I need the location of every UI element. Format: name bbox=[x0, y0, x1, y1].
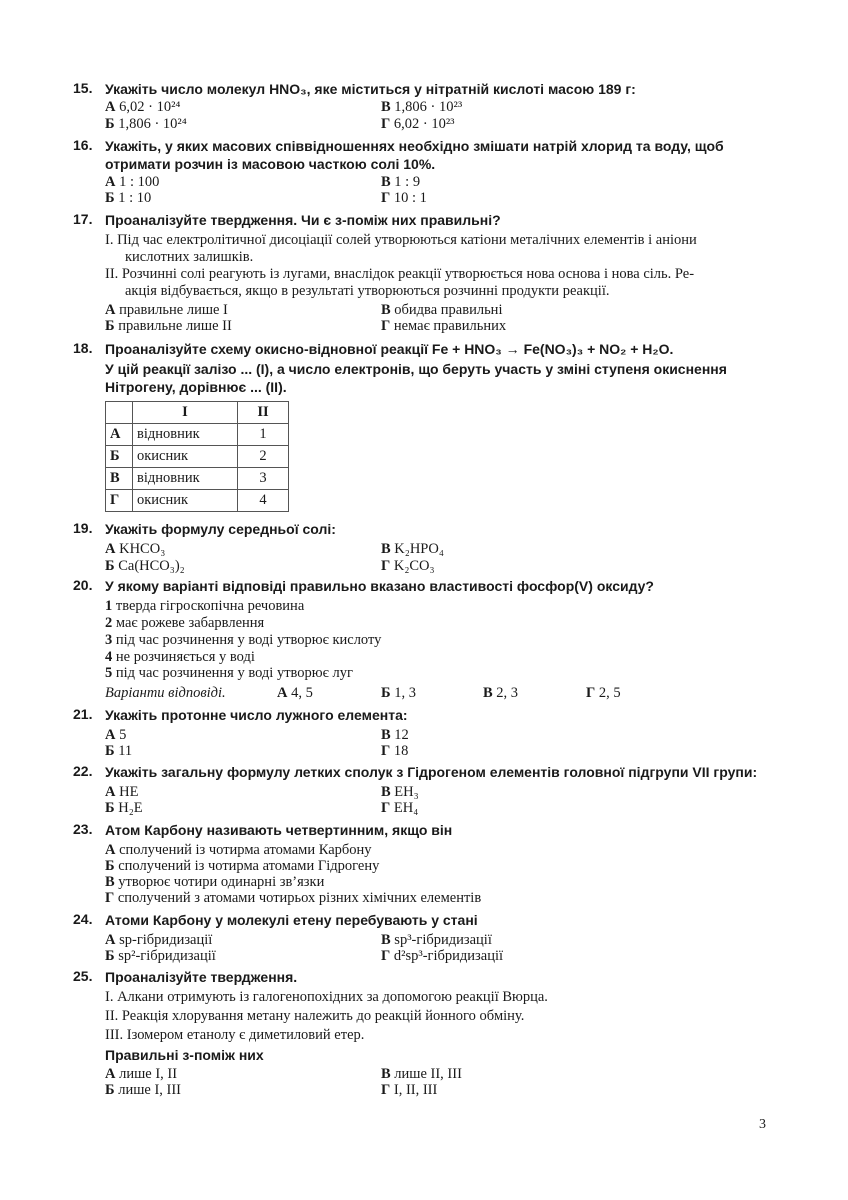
table-cell: 3 bbox=[238, 468, 289, 490]
option-value: 6,02 · 10²⁴ bbox=[119, 99, 181, 115]
option-letter: Б bbox=[105, 948, 115, 964]
variants-label bbox=[105, 685, 226, 702]
option-g bbox=[381, 116, 455, 133]
option-value: обидва правильні bbox=[394, 302, 503, 318]
table-cell: окисник bbox=[133, 490, 238, 512]
option-letter: Б bbox=[381, 685, 391, 701]
option-letter: В bbox=[381, 541, 391, 557]
option-letter: В bbox=[381, 174, 391, 190]
option-letter: А bbox=[105, 174, 116, 190]
option-value: 10 : 1 bbox=[393, 190, 427, 206]
question-number: 20. bbox=[73, 577, 93, 593]
option-g bbox=[381, 558, 435, 575]
statement-1 bbox=[105, 232, 775, 266]
option-value: EH₄ bbox=[393, 800, 419, 816]
option-v bbox=[381, 174, 420, 191]
option-a bbox=[105, 541, 165, 558]
option-b bbox=[105, 318, 232, 335]
table-header-row bbox=[106, 402, 289, 424]
question-number: 22. bbox=[73, 763, 93, 779]
statement-line: II. Розчинні солі реагують із лугами, внаслідок реакції утворюється нова основа і нова сіль. Ре- bbox=[105, 266, 695, 282]
option-letter: А bbox=[105, 1066, 116, 1082]
question-number: 15. bbox=[73, 80, 93, 96]
table-row bbox=[106, 446, 289, 468]
question-text: У якому варіанті відповіді правильно вказано властивості фосфор(V) оксиду? bbox=[105, 578, 654, 594]
option-g bbox=[105, 890, 481, 907]
option-letter: Г bbox=[381, 948, 391, 964]
option-a bbox=[105, 842, 372, 859]
list-item bbox=[105, 649, 255, 666]
option-value: сполучений із чотирма атомами Карбону bbox=[119, 842, 372, 858]
option-value: утворює чотири одинарні зв’язки bbox=[118, 874, 325, 890]
list-item bbox=[105, 632, 381, 649]
statement-2: II. Реакція хлорування метану належить до реакцій йонного обміну. bbox=[105, 1008, 525, 1024]
list-item bbox=[105, 598, 304, 615]
statement-1: I. Алкани отримують із галогенопохідних за допомогою реакції Вюрца. bbox=[105, 989, 548, 1005]
option-a bbox=[105, 932, 212, 949]
option-letter: А bbox=[105, 842, 116, 858]
option-a bbox=[105, 174, 159, 191]
item-number: 5 bbox=[105, 665, 113, 681]
option-value: лише I, II bbox=[119, 1066, 178, 1082]
question-number: 25. bbox=[73, 968, 93, 984]
variant-a bbox=[277, 685, 313, 702]
option-letter: В bbox=[381, 302, 391, 318]
option-letter: В bbox=[381, 1066, 391, 1082]
answer-table bbox=[105, 401, 289, 512]
table-cell: 1 bbox=[238, 424, 289, 446]
option-value: I, II, III bbox=[393, 1082, 438, 1098]
question-text: Укажіть протонне число лужного елемента: bbox=[105, 707, 408, 723]
option-letter: Г bbox=[381, 190, 391, 206]
option-v bbox=[381, 784, 419, 801]
page-number: 3 bbox=[759, 1117, 766, 1132]
table-cell-letter: А bbox=[106, 424, 133, 446]
item-number: 1 bbox=[105, 598, 113, 614]
statement-line: I. Під час електролітичної дисоціації солей утворюються катіони металічних елементів і аніони bbox=[105, 232, 697, 248]
item-number: 3 bbox=[105, 632, 113, 648]
option-letter: Б bbox=[105, 800, 115, 816]
option-value: 18 bbox=[393, 743, 409, 759]
option-letter: Б bbox=[105, 558, 115, 574]
table-cell-letter: Б bbox=[106, 446, 133, 468]
table-cell: 2 bbox=[238, 446, 289, 468]
option-v bbox=[381, 99, 462, 116]
question-text: Укажіть число молекул HNO₃, яке міститься у нітратній кислоті масою 189 г: bbox=[105, 81, 636, 97]
statement-3: III. Ізомером етанолу є диметиловий етер. bbox=[105, 1027, 365, 1043]
option-letter: Г bbox=[381, 558, 391, 574]
option-g bbox=[381, 800, 418, 817]
question-text: Укажіть формулу середньої солі: bbox=[105, 521, 336, 537]
option-value: 11 bbox=[118, 743, 133, 759]
list-item bbox=[105, 665, 353, 682]
table-cell-letter: Г bbox=[106, 490, 133, 512]
option-letter: А bbox=[105, 784, 116, 800]
option-v bbox=[381, 541, 444, 558]
item-text: під час розчинення у воді утворює луг bbox=[115, 665, 353, 681]
option-letter: В bbox=[381, 727, 391, 743]
option-value: 1 : 10 bbox=[118, 190, 152, 206]
option-value: 2, 3 bbox=[496, 685, 519, 701]
question-text: Проаналізуйте твердження. Чи є з-поміж них правильні? bbox=[105, 212, 501, 228]
question-text-2: У цій реакції залізо ... (I), а число електронів, що беруть участь у зміні ступеня окиснення Нітрогену, дорівнює ... (II). bbox=[105, 361, 727, 395]
option-letter: А bbox=[105, 99, 116, 115]
option-b bbox=[105, 743, 132, 760]
table-row bbox=[106, 468, 289, 490]
item-text: тверда гігроскопічна речовина bbox=[115, 598, 305, 614]
option-letter: А bbox=[105, 932, 116, 948]
option-value: HE bbox=[119, 784, 139, 800]
option-a bbox=[105, 784, 138, 801]
option-value: 4, 5 bbox=[291, 685, 313, 701]
option-b bbox=[105, 800, 143, 817]
option-letter: В bbox=[483, 685, 493, 701]
option-letter: Г bbox=[381, 743, 391, 759]
option-value: 2, 5 bbox=[598, 685, 621, 701]
option-letter: Б bbox=[105, 858, 115, 874]
item-number: 2 bbox=[105, 615, 113, 631]
option-value: H₂E bbox=[118, 800, 143, 816]
option-letter: А bbox=[105, 541, 116, 557]
option-a bbox=[105, 99, 180, 116]
option-b bbox=[105, 558, 185, 575]
option-letter: Г bbox=[586, 685, 596, 701]
option-v bbox=[381, 302, 502, 319]
variant-b bbox=[381, 685, 416, 702]
option-b bbox=[105, 948, 216, 965]
question-number: 21. bbox=[73, 706, 93, 722]
question-prompt: Правильні з-поміж них bbox=[105, 1047, 264, 1063]
item-text: має рожеве забарвлення bbox=[115, 615, 265, 631]
option-v bbox=[381, 932, 492, 949]
question-text: Атом Карбону називають четвертинним, якщо він bbox=[105, 822, 453, 838]
question-number: 24. bbox=[73, 911, 93, 927]
option-b bbox=[105, 858, 379, 875]
option-value: EH₃ bbox=[394, 784, 419, 800]
option-value: 1,806 · 10²⁴ bbox=[118, 116, 187, 132]
option-value: 12 bbox=[394, 727, 409, 743]
option-value: лише II, III bbox=[394, 1066, 462, 1082]
table-cell: окисник bbox=[133, 446, 238, 468]
option-letter: Г bbox=[381, 318, 391, 334]
question-number: 23. bbox=[73, 821, 93, 837]
question-number: 19. bbox=[73, 520, 93, 536]
option-value: sp³-гібридизації bbox=[394, 932, 492, 948]
table-cell: відновник bbox=[133, 424, 238, 446]
item-text: не розчиняється у воді bbox=[115, 649, 255, 665]
question-number: 18. bbox=[73, 340, 93, 356]
variants-label-text: Варіанти відповіді. bbox=[105, 685, 226, 701]
option-letter: В bbox=[381, 99, 391, 115]
question-text: Укажіть, у яких масових співвідношеннях необхідно змішати натрій хлорид та воду, щоб отримати розчин із масовою часткою солі 10%. bbox=[105, 138, 724, 172]
question-number: 17. bbox=[73, 211, 93, 227]
table-header-cell: II bbox=[238, 402, 289, 424]
option-value: sp²-гібридизації bbox=[118, 948, 216, 964]
option-g bbox=[381, 1082, 437, 1099]
option-v bbox=[105, 874, 324, 891]
question-text: Проаналізуйте твердження. bbox=[105, 969, 298, 985]
option-letter: Г bbox=[381, 116, 391, 132]
table-cell: відновник bbox=[133, 468, 238, 490]
statement-line: кислотних залишків. bbox=[125, 249, 254, 265]
question-text: Атоми Карбону у молекулі етену перебувають у стані bbox=[105, 912, 478, 928]
option-letter: Б bbox=[105, 1082, 115, 1098]
option-letter: В bbox=[381, 784, 391, 800]
option-value: правильне лише I bbox=[119, 302, 228, 318]
option-letter: Б bbox=[105, 318, 115, 334]
option-value: K₂CO₃ bbox=[393, 558, 435, 574]
option-letter: Б bbox=[105, 190, 115, 206]
option-letter: А bbox=[105, 727, 116, 743]
option-letter: Б bbox=[105, 116, 115, 132]
option-b bbox=[105, 116, 187, 133]
option-value: правильне лише II bbox=[118, 318, 232, 334]
statement-2 bbox=[105, 266, 775, 300]
option-letter: Г bbox=[105, 890, 115, 906]
table-row bbox=[106, 490, 289, 512]
item-text: під час розчинення у воді утворює кислоту bbox=[115, 632, 382, 648]
option-value: сполучений з атомами чотирьох різних хімічних елементів bbox=[117, 890, 482, 906]
option-letter: Г bbox=[381, 800, 391, 816]
option-g bbox=[381, 190, 427, 207]
option-b bbox=[105, 190, 151, 207]
option-g bbox=[381, 318, 506, 335]
option-v bbox=[381, 1066, 462, 1083]
option-value: 6,02 · 10²³ bbox=[393, 116, 455, 132]
option-value: 5 bbox=[119, 727, 127, 743]
list-item bbox=[105, 615, 264, 632]
table-row bbox=[106, 424, 289, 446]
option-g bbox=[381, 948, 503, 965]
option-letter: Г bbox=[381, 1082, 391, 1098]
option-letter: А bbox=[105, 302, 116, 318]
table-cell: 4 bbox=[238, 490, 289, 512]
option-value: 1, 3 bbox=[394, 685, 416, 701]
option-value: сполучений із чотирма атомами Гідрогену bbox=[118, 858, 380, 874]
option-a bbox=[105, 727, 126, 744]
option-value: немає правильних bbox=[393, 318, 507, 334]
option-a bbox=[105, 1066, 177, 1083]
option-value: sp-гібридизації bbox=[119, 932, 213, 948]
variant-v bbox=[483, 685, 518, 702]
option-value: K₂HPO₄ bbox=[394, 541, 444, 557]
option-value: лише I, III bbox=[118, 1082, 182, 1098]
option-value: 1 : 9 bbox=[394, 174, 421, 190]
variant-g bbox=[586, 685, 621, 702]
option-letter: В bbox=[105, 874, 115, 890]
option-value: Ca(HCO₃)₂ bbox=[118, 558, 185, 574]
option-g bbox=[381, 743, 408, 760]
option-letter: А bbox=[277, 685, 288, 701]
option-v bbox=[381, 727, 409, 744]
option-value: d²sp³-гібридизації bbox=[393, 948, 504, 964]
table-cell-letter: В bbox=[106, 468, 133, 490]
option-value: 1 : 100 bbox=[119, 174, 160, 190]
question-number: 16. bbox=[73, 137, 93, 153]
option-letter: В bbox=[381, 932, 391, 948]
statement-line: акція відбувається, якщо в результаті утворюються розчинні продукти реакції. bbox=[125, 283, 610, 299]
option-value: 1,806 · 10²³ bbox=[394, 99, 463, 115]
item-number: 4 bbox=[105, 649, 113, 665]
option-a bbox=[105, 302, 228, 319]
question-text: Укажіть загальну формулу летких сполук з Гідрогеном елементів головної підгрупи VII групи: bbox=[105, 764, 758, 780]
option-value: KHCO₃ bbox=[119, 541, 166, 557]
table-header-cell bbox=[106, 402, 133, 424]
option-b bbox=[105, 1082, 181, 1099]
table-header-cell: I bbox=[133, 402, 238, 424]
question-text: Проаналізуйте схему окисно-відновної реакції Fe + HNO₃ → Fe(NO₃)₃ + NO₂ + H₂O. bbox=[105, 341, 674, 357]
option-letter: Б bbox=[105, 743, 115, 759]
